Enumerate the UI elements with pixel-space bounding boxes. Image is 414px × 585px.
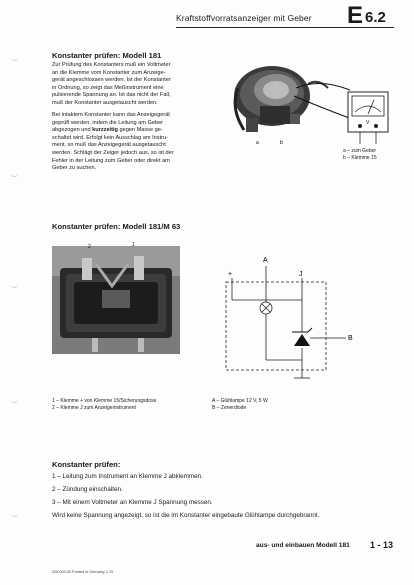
section2-legend-left: 1 – Klemme + von Klemme 15/Sicherungsdose 2 – Klemme J zum Anzeigeinstrument (52, 398, 157, 411)
schematic-label-j: J (299, 271, 303, 278)
figure-label-b: b (280, 140, 283, 146)
section1-heading: Konstanter prüfen: Modell 181 (52, 51, 162, 60)
punch-mark (11, 398, 18, 403)
test-step: 1 – Leitung zum Instrument an Klemme J abklemmen. (52, 473, 203, 480)
schematic-label-b: B (348, 335, 353, 342)
figure-label-a: a (256, 140, 259, 146)
section2-legend-right: A – Glühlampe 12 V, 5 W B – Zenerdiode (212, 398, 268, 411)
page-header-title: Kraftstoffvorratsanzeiger mit Geber (176, 13, 312, 23)
figure1-legend: a – zum Geber b – Klemme 15 (343, 148, 377, 161)
regulator-photo (52, 246, 180, 354)
test-note: Wird keine Spannung angezeigt, so ist die im Konstanter eingebaute Glühlampe durchgebrannt. (52, 512, 320, 519)
section-number: 6.2 (365, 9, 386, 26)
test-step: 2 – Zündung einschalten. (52, 486, 123, 493)
punch-mark (11, 512, 18, 517)
print-note: 328.000.00 Printed in Germany 1.70 (52, 570, 114, 574)
section2-heading: Konstanter prüfen: Modell 181/M 63 (52, 222, 181, 231)
section3-heading: Konstanter prüfen: (52, 460, 121, 469)
section-letter: E (347, 2, 364, 29)
section1-paragraph-2: Bei intaktem Konstanter kann das Anzeigegerät geprüft werden, indem die Leitung am Geber abgezogen und kurzzeitig gegen Masse ge- schaltet wird. Erfolgt kein Ausschlag am Instru- ment, so muß das Anzeigegerät ausgetauscht werden. Schlägt der Zeiger jedoch aus, so ist der Fehler in der Leitung zum Geber oder direkt am Geber zu suchen. (52, 112, 174, 172)
photo-label-1: 1 (132, 242, 135, 248)
punch-mark (11, 56, 18, 61)
photo-label-2: 2 (88, 244, 91, 250)
test-step: 3 – Mit einem Voltmeter an Klemme J Spannung messen. (52, 499, 213, 506)
page-number: 1 - 13 (370, 540, 394, 550)
punch-mark (11, 283, 18, 288)
schematic-label-a: A (263, 257, 268, 264)
footer-title: aus- und einbauen Modell 181 (256, 542, 350, 549)
punch-mark (11, 172, 18, 177)
schematic-diagram (218, 248, 358, 384)
voltmeter-v-label: V (366, 120, 370, 126)
test-steps (52, 470, 382, 522)
header-rule (176, 27, 394, 28)
schematic-label-plus: + (228, 271, 233, 278)
section1-paragraph-1: Zur Prüfung des Konstanters muß ein Voltmeter an die Klemme vom Konstanter zum Anzeige- gerät angeschlossen werden. Ist der Konstanter in Ordnung, so zeigt das Meßinstrument eine pulsierende Spannung an. Ist das nicht der Fall, muß der Konstanter ausgetauscht werden. (52, 62, 171, 106)
